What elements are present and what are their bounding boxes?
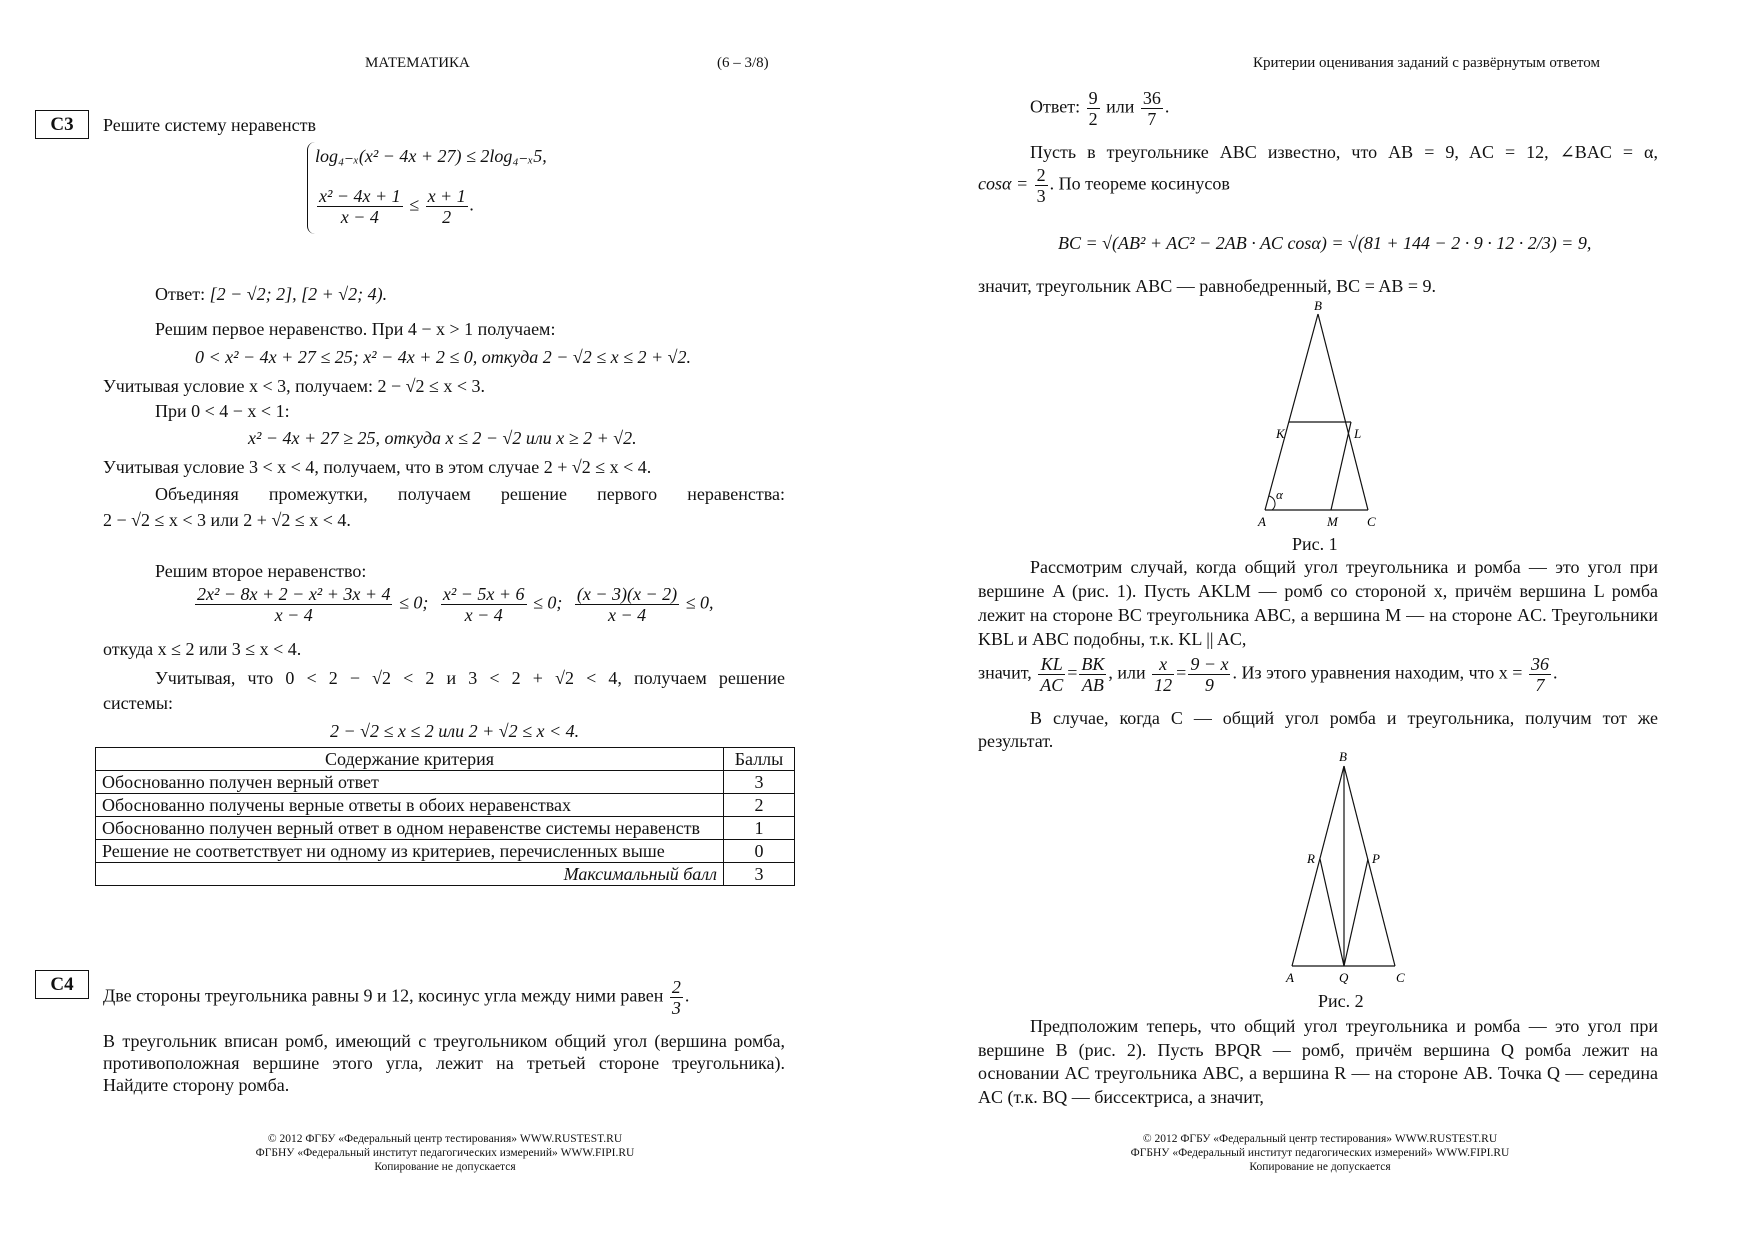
c4-end: . xyxy=(684,985,690,1006)
cos-denominator: 3 xyxy=(1036,186,1046,206)
system-inequality-2 xyxy=(315,186,474,227)
footer xyxy=(1090,1132,1550,1174)
label-alpha: α xyxy=(1276,487,1283,502)
label-p: P xyxy=(1372,851,1380,866)
solution-line: Объединяя промежутки, получаем решение первого неравенства: xyxy=(155,484,785,504)
c3-answer xyxy=(155,283,387,305)
figure-1-caption: Рис. 1 xyxy=(1292,534,1338,554)
label-c: C xyxy=(1367,514,1376,529)
table-header-row xyxy=(96,748,795,771)
c4-cos-denominator: 3 xyxy=(671,998,681,1018)
footer-line: © 2012 ФГБУ «Федеральный центр тестирования» WWW.RUSTEST.RU xyxy=(1142,1133,1498,1145)
answer-label: Ответ: xyxy=(1030,96,1081,117)
answer-label: Ответ: xyxy=(155,284,206,304)
criterion-cell: Решение не соответствует ни одному из критериев, перечисленных выше xyxy=(96,840,724,863)
solution-line: Учитывая условие 3 < x < 4, получаем, что в этом случае 2 + √2 ≤ x < 4. xyxy=(103,457,652,477)
task-label-c3: С3 xyxy=(35,110,89,139)
answer-den-2: 7 xyxy=(1147,109,1157,129)
points-cell: 2 xyxy=(724,794,795,817)
similarity-equation xyxy=(978,654,1557,695)
rhombus-side-pq xyxy=(1344,859,1368,966)
solution-line: x² − 4x + 27 ≥ 25, откуда x ≤ 2 − √2 или x ≥ 2 + √2. xyxy=(248,428,637,448)
solution-line: При 0 < 4 − x < 1: xyxy=(155,401,290,421)
eq-7: 7 xyxy=(1535,675,1545,695)
f1-relation: ≤ 0; xyxy=(398,592,429,613)
footer-line: ФГБНУ «Федеральный институт педагогических измерений» WWW.FIPI.RU xyxy=(1130,1147,1510,1159)
label-k: K xyxy=(1276,426,1285,441)
solution-line: значит, треугольник ABC — равнобедренный, BC = AB = 9. xyxy=(978,276,1437,296)
figure-1 xyxy=(1250,298,1380,530)
f2-relation: ≤ 0; xyxy=(533,592,563,613)
solution-line: откуда x ≤ 2 или 3 ≤ x < 4. xyxy=(103,639,302,659)
f3-denominator: x − 4 xyxy=(607,605,647,625)
eq-or: , или xyxy=(1108,662,1146,683)
table-row xyxy=(96,794,795,817)
system-inequality-1: log₄₋ₓ(x² − 4x + 27) ≤ 2log₄₋ₓ5, xyxy=(315,146,547,166)
footer-line: Копирование не допускается xyxy=(1249,1161,1391,1173)
criterion-cell: Обоснованно получены верные ответы в обоих неравенствах xyxy=(96,794,724,817)
rhombus-side-rq xyxy=(1320,859,1344,966)
c4-text: Две стороны треугольника равны 9 и 12, косинус угла между ними равен xyxy=(103,985,664,1006)
task-label-c4: С4 xyxy=(35,970,89,999)
eq-9-minus-x: 9 − x xyxy=(1190,654,1229,674)
eq-36: 36 xyxy=(1530,654,1549,674)
case-3-paragraph: Предположим теперь, что общий угол треугольника и ромба — это угол при вершине B (рис. 2). Пусть BPQR — ромб, причём вершина Q ромба лежит на основании AC треугольника ABC, а вершина R — на стороне AB. Точка Q — середина AC (т.к. BQ — биссектриса, а значит, xyxy=(978,1016,1658,1107)
sys2-end: . xyxy=(469,194,475,215)
eq-bk: BK xyxy=(1081,654,1105,674)
label-b: B xyxy=(1314,298,1322,313)
eq-9: 9 xyxy=(1204,675,1214,695)
eq-text: значит, xyxy=(978,662,1032,683)
solution-line: Учитывая, что 0 < 2 − √2 < 2 и 3 < 2 + √2 < 4, получаем решение xyxy=(155,668,785,688)
solution-line: 2 − √2 ≤ x < 3 или 2 + √2 ≤ x < 4. xyxy=(103,510,351,530)
max-score-label: Максимальный балл xyxy=(96,863,724,886)
criterion-cell: Обоснованно получен верный ответ в одном неравенстве системы неравенств xyxy=(96,817,724,840)
table-row xyxy=(96,863,795,886)
label-a: A xyxy=(1258,514,1266,529)
table-row xyxy=(96,840,795,863)
sys2-denominator-2: 2 xyxy=(442,207,452,227)
c4-statement-1 xyxy=(103,977,689,1018)
eq-ab: AB xyxy=(1081,675,1104,695)
sys2-numerator-2: x + 1 xyxy=(427,186,466,206)
f2-denominator: x − 4 xyxy=(464,605,503,625)
solution-line: Решим первое неравенство. При 4 − x > 1 получаем: xyxy=(155,319,556,339)
answer-end: . xyxy=(1164,96,1170,117)
criteria-header: Содержание критерия xyxy=(96,748,724,771)
eq-sign: = xyxy=(1176,662,1187,683)
table-row xyxy=(96,817,795,840)
angle-alpha-arc xyxy=(1269,496,1275,510)
case-1-paragraph: Рассмотрим случай, когда общий угол треугольника и ромба — это угол при вершине A (рис. 1). Пусть AKLM — ромб со стороной x, причём вершина L ромба лежит на стороне BC треугольника ABC, а вершина M — на стороне AC. Треугольники KBL и ABC подобны, т.к. KL || AC, xyxy=(978,557,1658,649)
answer-num-2: 36 xyxy=(1142,88,1161,108)
eq-result-text: . Из этого уравнения находим, что x = xyxy=(1232,662,1523,683)
label-b: B xyxy=(1339,749,1347,764)
right-answer xyxy=(1030,88,1169,129)
eq-end: . xyxy=(1552,662,1558,683)
side-bc xyxy=(1344,766,1395,966)
cos-theorem-text: . По теореме косинусов xyxy=(1049,173,1230,194)
eq-x: x xyxy=(1152,654,1174,675)
label-r: R xyxy=(1307,851,1315,866)
f3-numerator: (x − 3)(x − 2) xyxy=(576,584,678,604)
table-row xyxy=(96,771,795,794)
answer-num-1: 9 xyxy=(1088,88,1098,108)
answer-value: [2 − √2; 2], [2 + √2; 4). xyxy=(209,284,388,304)
figure-2 xyxy=(1278,748,1408,984)
label-c: C xyxy=(1396,970,1405,984)
solution-line: Пусть в треугольнике ABC известно, что AB = 9, AC = 12, ∠BAC = α, xyxy=(1030,142,1658,162)
criteria-table xyxy=(95,747,795,886)
figure-2-caption: Рис. 2 xyxy=(1318,991,1364,1011)
side-ab xyxy=(1292,766,1344,966)
side-ab xyxy=(1265,314,1318,510)
eq-sign: = xyxy=(1067,662,1078,683)
eq-kl: KL xyxy=(1038,654,1065,675)
answer-or: или xyxy=(1106,96,1135,117)
label-q: Q xyxy=(1339,970,1349,984)
solution-line: 0 < x² − 4x + 27 ≤ 25; x² − 4x + 2 ≤ 0, откуда 2 − √2 ≤ x ≤ 2 + √2. xyxy=(195,347,691,367)
label-l: L xyxy=(1354,426,1362,441)
cos-numerator: 2 xyxy=(1036,165,1046,185)
criteria-header-title: Критерии оценивания заданий с развёрнутым ответом xyxy=(1253,55,1600,71)
c4-cos-numerator: 2 xyxy=(671,977,681,997)
rhombus-side-lm xyxy=(1331,422,1351,510)
f3-relation: ≤ 0, xyxy=(685,592,714,613)
solution-line: Решим второе неравенство: xyxy=(155,561,367,581)
solution-line: 2 − √2 ≤ x ≤ 2 или 2 + √2 ≤ x < 4. xyxy=(330,721,580,741)
cos-text: cosα = xyxy=(978,173,1029,194)
second-inequality-fractions xyxy=(193,584,714,625)
c4-statement-2: В треугольник вписан ромб, имеющий с треугольником общий угол (вершина ромба, противоположная вершине этого угла, лежит на третьей стороне треугольника). Найдите сторону ромба. xyxy=(103,1031,785,1095)
eq-ac: AC xyxy=(1040,675,1064,695)
footer xyxy=(215,1132,675,1174)
sys2-denominator: x − 4 xyxy=(340,207,379,227)
subject-header: МАТЕМАТИКА xyxy=(365,55,470,71)
solution-line: Учитывая условие x < 3, получаем: 2 − √2 ≤ x < 3. xyxy=(103,376,486,396)
sys2-relation: ≤ xyxy=(409,194,420,215)
footer-line: Копирование не допускается xyxy=(374,1161,516,1173)
f2-numerator: x² − 5x + 6 xyxy=(442,584,525,604)
criterion-cell: Обоснованно получен верный ответ xyxy=(96,771,724,794)
max-score-value: 3 xyxy=(724,863,795,886)
cosine-formula: BC = √(AB² + AC² − 2AB · AC cosα) = √(81 + 144 − 2 · 9 · 12 · 2/3) = 9, xyxy=(1058,233,1592,253)
c3-prompt: Решите систему неравенств xyxy=(103,115,316,135)
footer-line: ФГБНУ «Федеральный институт педагогических измерений» WWW.FIPI.RU xyxy=(255,1147,635,1159)
side-bc xyxy=(1318,314,1368,510)
solution-line: системы: xyxy=(103,693,173,713)
f1-denominator: x − 4 xyxy=(274,605,313,625)
footer-line: © 2012 ФГБУ «Федеральный центр тестирования» WWW.RUSTEST.RU xyxy=(267,1133,623,1145)
label-m: M xyxy=(1327,514,1338,529)
answer-den-1: 2 xyxy=(1088,109,1098,129)
points-cell: 3 xyxy=(724,771,795,794)
sys2-numerator: x² − 4x + 1 xyxy=(319,186,401,206)
eq-12: 12 xyxy=(1154,675,1173,695)
case-2-paragraph: В случае, когда C — общий угол ромба и треугольника, получим тот же результат. xyxy=(978,708,1658,751)
f1-numerator: 2x² − 8x + 2 − x² + 3x + 4 xyxy=(197,584,391,604)
page-number: (6 – 3/8) xyxy=(717,55,769,71)
points-cell: 1 xyxy=(724,817,795,840)
label-a: A xyxy=(1286,970,1294,984)
points-header: Баллы xyxy=(724,748,795,771)
points-cell: 0 xyxy=(724,840,795,863)
solution-line xyxy=(978,165,1230,206)
